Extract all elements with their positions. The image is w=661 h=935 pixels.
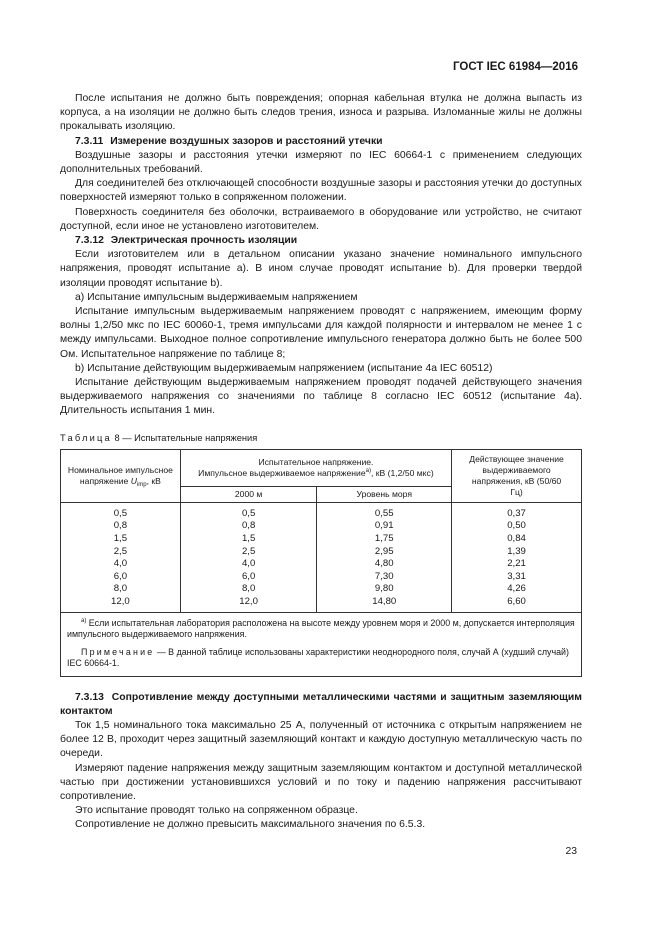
header-symbol: U (130, 475, 137, 486)
table-cell: 6,0 (241, 570, 256, 582)
table-cell: 12,0 (239, 596, 258, 608)
table-cell: 8,0 (113, 583, 128, 595)
column-rated-impulse-values (61, 502, 181, 612)
table-caption (60, 431, 582, 445)
section-7-3-11-heading (60, 135, 582, 149)
section-7-3-13-heading (60, 691, 582, 719)
table-cell: 1,5 (113, 533, 128, 545)
table-cell: 1,75 (374, 533, 394, 545)
paragraph: Измеряют падение напряжения между защитным заземляющим контактом и доступной металлической частью при достижении установившихся условий и по току и падению напряжения рассчитывают сопротивление. (60, 762, 582, 803)
paragraph: Если изготовителем или в детальном описании указано значение номинального импульсного напряжения, проводят испытание а). В ином случае проводят испытание b). Для проверки твердой изоляции проводят испытание b). (60, 249, 582, 289)
table-footnote (67, 618, 575, 641)
paragraph: Ток 1,5 номинального тока максимально 25 А, полученный от источника с открытым напряжением не более 12 В, проходит через защитный заземляющий контакт и каждую доступную металлическую часть по очереди. (60, 720, 582, 760)
paragraph: Для соединителей без отключающей способности воздушные зазоры и расстояния утечки до доступных поверхностей измеряют только в сопряженном положении. (60, 178, 582, 204)
column-rms-values (452, 502, 582, 612)
header-text: , кВ (146, 475, 161, 486)
table-cell: 4,0 (113, 558, 128, 570)
table-cell: 0,55 (374, 507, 394, 519)
table-cell: 1,5 (241, 533, 256, 545)
paragraph: Поверхность соединителя без оболочки, встраиваемого в оборудование или устройство, не считают доступной, если иное не установлено изготовителем. (60, 206, 582, 232)
table-cell: 4,0 (241, 558, 256, 570)
footnote-ref: а) (365, 467, 371, 474)
table-cell: 4,80 (374, 558, 394, 570)
column-header-rms-withstand-voltage: Действующее значение выдерживаемого напряжения, кВ (50/60 Гц) (452, 449, 582, 502)
header-text: Импульсное выдерживаемое напряжение (198, 467, 366, 478)
table-notes (60, 613, 582, 677)
paragraph: Воздушные зазоры и расстояния утечки измеряют по IEC 60664-1 с применением следующих дополнительных требований. (60, 149, 582, 176)
paragraph: Испытание импульсным выдерживаемым напряжением проводят с напряжением, имеющим форму волны 1,2/50 мкс по IEC 60060-1, тремя импульсами для каждой полярности и интервалом не менее 1 с между импульсами. Выходное полное сопротивление импульсного генератора должно быть не более 500 Ом. Испытательное напряжение по таблице 8; (60, 306, 582, 360)
section-title: Сопротивление между доступными металлическими частями и защитным заземляющим контактом (60, 691, 582, 717)
test-voltages-table (60, 449, 582, 613)
note-label: Примечание (81, 646, 155, 657)
section-number: 7.3.11 (75, 135, 104, 147)
header-text: , кВ (1,2/50 мкс) (370, 467, 434, 478)
column-header-2000m: 2000 м (180, 486, 317, 502)
header-text: Номинальное импульсное напряжение (67, 464, 173, 486)
table-cell: 0,50 (507, 520, 526, 532)
footnote-mark: а) (81, 617, 87, 624)
column-header-sea-level: Уровень моря (317, 486, 452, 502)
section-number: 7.3.13 (75, 691, 104, 703)
table-cell: 12,0 (111, 596, 130, 608)
table-caption-text: 8 — Испытательные напряжения (111, 432, 258, 443)
table-cell: 2,95 (374, 545, 394, 557)
column-group-header-test-voltage (180, 449, 451, 486)
table-cell: 3,31 (507, 570, 526, 582)
table-cell: 4,26 (507, 583, 526, 595)
paragraph: Сопротивление не должно превысить максимального значения по 6.5.3. (75, 819, 426, 831)
intro-paragraph: После испытания не должно быть повреждения; опорная кабельная втулка не должна выпасть из корпуса, а на изоляции не должно быть следов трения, износа и разрыва. Изломанные жилы не должны прокалывать изоляцию. (60, 93, 582, 133)
section-number: 7.3.12 (75, 235, 104, 247)
table-cell: 0,8 (113, 520, 128, 532)
table-cell: 0,37 (507, 507, 526, 519)
footnote-text: Если испытательная лаборатория расположена на высоте между уровнем моря и 2000 м, допускается интерполяция импульсного выдерживаемого напряжения. (67, 617, 575, 640)
note-text: — В данной таблице использованы характеристики неоднородного поля, случай А (худший случай) IEC 60664-1. (67, 646, 569, 669)
table-cell: 2,21 (507, 558, 526, 570)
table-cell: 0,8 (241, 520, 256, 532)
header-text: Испытательное напряжение. (258, 456, 374, 467)
header-text-line (185, 468, 447, 479)
table-note (67, 647, 575, 670)
table-cell: 9,80 (374, 583, 394, 595)
paragraph: Испытание действующим выдерживаемым напряжением проводят подачей действующего значения выдерживаемого напряжения со значениями по таблице 8 согласно IEC 60512 (испытание 4а). Длительность испытания 1 мин. (60, 377, 582, 417)
paragraph: b) Испытание действующим выдерживаемым напряжением (испытание 4a IEC 60512) (75, 362, 493, 374)
page-content (60, 92, 582, 833)
table-cell: 8,0 (241, 583, 256, 595)
table-cell: 2,5 (241, 545, 256, 557)
table-cell: 0,91 (374, 520, 394, 532)
paragraph: Это испытание проводят только на сопряженном образце. (75, 805, 358, 817)
section-7-3-12-heading (60, 234, 582, 248)
column-2000m-values (180, 502, 317, 612)
table-cell: 0,84 (507, 533, 526, 545)
table-cell: 0,5 (241, 507, 256, 519)
column-sea-level-values (317, 502, 452, 612)
table-cell: 14,80 (372, 596, 397, 608)
document-header: ГОСТ IEC 61984—2016 (453, 61, 578, 73)
section-title: Измерение воздушных зазоров и расстояний утечки (110, 135, 383, 147)
paragraph: a) Испытание импульсным выдерживаемым напряжением (75, 291, 358, 303)
table-cell: 1,39 (507, 545, 526, 557)
table-caption-prefix: Таблица (60, 432, 112, 443)
page-number: 23 (565, 846, 577, 857)
column-header-rated-impulse-voltage (61, 449, 181, 502)
table-cell: 0,5 (113, 507, 128, 519)
table-cell: 7,30 (374, 570, 394, 582)
table-cell: 6,0 (113, 570, 128, 582)
table-cell: 6,60 (507, 596, 526, 608)
section-title: Электрическая прочность изоляции (110, 235, 298, 247)
table-cell: 2,5 (113, 545, 128, 557)
header-subscript: imp (136, 481, 147, 488)
